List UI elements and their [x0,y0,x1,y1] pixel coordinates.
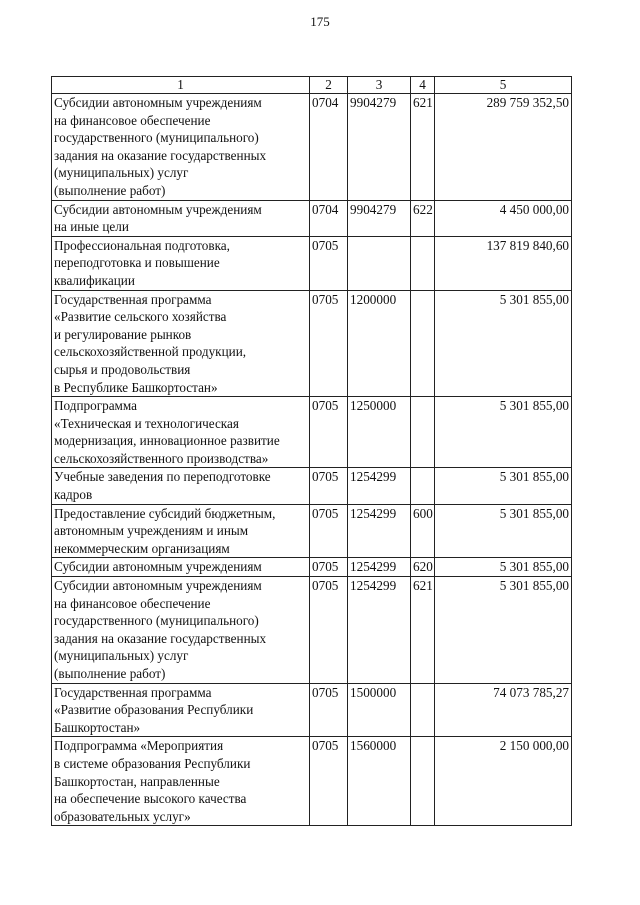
row-name: Государственная программа «Развитие сельского хозяйства и регулирование рынков сельскохозяйственной продукции, сырья и продовольствия в Республике Башкортостан» [52,290,310,397]
row-target-code: 9904279 [348,94,411,201]
header-row [52,77,572,94]
row-target-code: 1560000 [348,737,411,826]
row-type-code: 620 [411,558,435,577]
row-name: Учебные заведения по переподготовке кадров [52,468,310,504]
column-header-type: 4 [411,77,435,94]
row-name: Подпрограмма «Техническая и технологическая модернизация, инновационное развитие сельскохозяйственного производства» [52,397,310,468]
row-section-code: 0705 [310,290,348,397]
table-row [52,236,572,290]
row-amount: 4 450 000,00 [435,200,572,236]
row-type-code [411,290,435,397]
table-row [52,683,572,737]
row-name: Субсидии автономным учреждениям на иные цели [52,200,310,236]
column-header-section: 2 [310,77,348,94]
row-type-code [411,468,435,504]
column-header-amount: 5 [435,77,572,94]
row-name: Государственная программа «Развитие образования Республики Башкортостан» [52,683,310,737]
table-row [52,504,572,558]
budget-table [51,76,572,826]
table-row [52,577,572,684]
row-amount: 5 301 855,00 [435,397,572,468]
table-row [52,737,572,826]
row-section-code: 0705 [310,683,348,737]
row-amount: 5 301 855,00 [435,468,572,504]
table-row [52,200,572,236]
page-number: 175 [310,14,330,29]
row-amount: 289 759 352,50 [435,94,572,201]
row-section-code: 0704 [310,94,348,201]
row-type-code [411,683,435,737]
table-row [52,290,572,397]
row-type-code: 621 [411,577,435,684]
row-target-code: 1250000 [348,397,411,468]
row-section-code: 0705 [310,558,348,577]
column-header-name: 1 [52,77,310,94]
row-name: Предоставление субсидий бюджетным, автономным учреждениям и иным некоммерческим организациям [52,504,310,558]
row-type-code: 621 [411,94,435,201]
table-row [52,397,572,468]
row-amount: 5 301 855,00 [435,504,572,558]
row-amount: 5 301 855,00 [435,558,572,577]
row-target-code: 1500000 [348,683,411,737]
table-row [52,94,572,201]
row-target-code: 1254299 [348,468,411,504]
row-section-code: 0705 [310,577,348,684]
row-type-code [411,397,435,468]
row-target-code: 1200000 [348,290,411,397]
row-type-code [411,236,435,290]
row-section-code: 0705 [310,468,348,504]
row-section-code: 0705 [310,236,348,290]
row-amount: 2 150 000,00 [435,737,572,826]
table-row [52,558,572,577]
row-type-code: 600 [411,504,435,558]
row-target-code [348,236,411,290]
row-section-code: 0705 [310,737,348,826]
row-target-code: 1254299 [348,558,411,577]
row-amount: 74 073 785,27 [435,683,572,737]
row-name: Профессиональная подготовка, переподготовка и повышение квалификации [52,236,310,290]
row-section-code: 0705 [310,397,348,468]
row-type-code [411,737,435,826]
row-name: Подпрограмма «Мероприятия в системе образования Республики Башкортостан, направленные на обеспечение высокого качества образовательных услуг» [52,737,310,826]
row-section-code: 0704 [310,200,348,236]
column-header-target: 3 [348,77,411,94]
row-target-code: 9904279 [348,200,411,236]
row-type-code: 622 [411,200,435,236]
row-section-code: 0705 [310,504,348,558]
row-name: Субсидии автономным учреждениям [52,558,310,577]
row-amount: 5 301 855,00 [435,290,572,397]
row-amount: 5 301 855,00 [435,577,572,684]
row-amount: 137 819 840,60 [435,236,572,290]
row-name: Субсидии автономным учреждениям на финансовое обеспечение государственного (муниципального) задания на оказание государственных (муниципальных) услуг (выполнение работ) [52,94,310,201]
table-row [52,468,572,504]
row-name: Субсидии автономным учреждениям на финансовое обеспечение государственного (муниципального) задания на оказание государственных (муниципальных) услуг (выполнение работ) [52,577,310,684]
row-target-code: 1254299 [348,504,411,558]
row-target-code: 1254299 [348,577,411,684]
